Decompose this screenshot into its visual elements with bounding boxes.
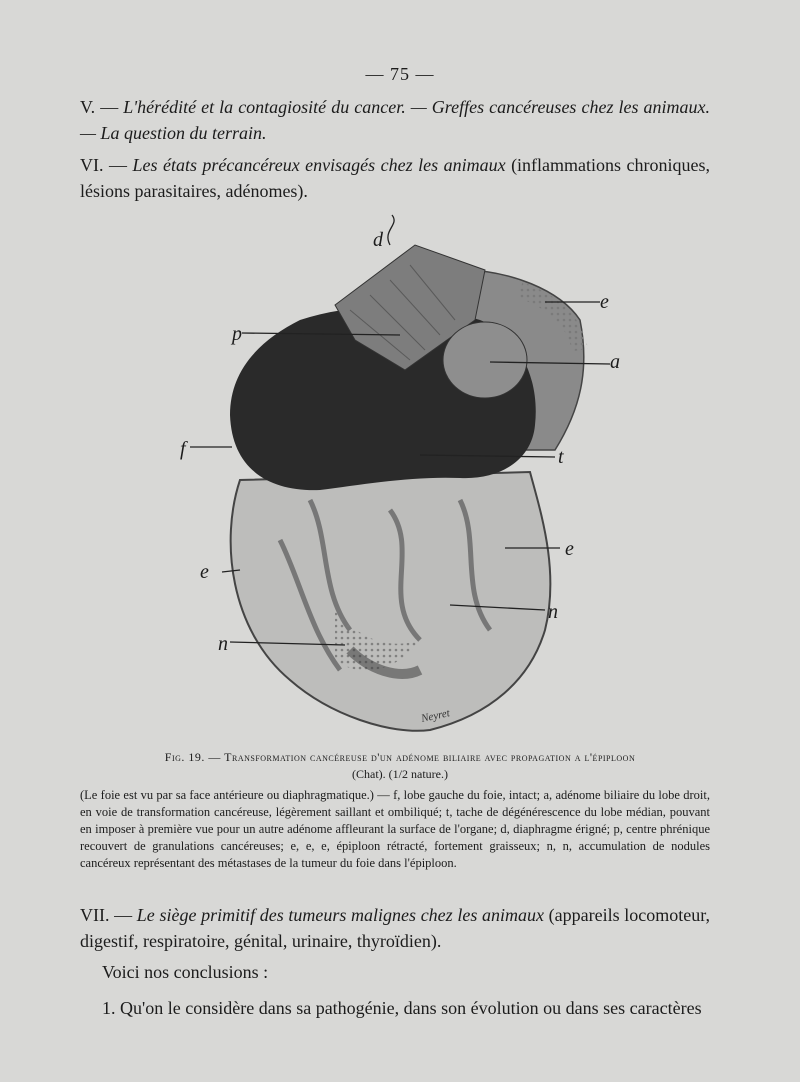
section-vii-rest: (appareils locomoteur, digestif, respiratoire, génital, urinaire, thyroïdien). [80,905,710,951]
label-n-right: n [548,601,558,623]
section-v-numeral: V. — [80,97,119,117]
section-v [80,94,710,146]
section-v-title: L'hérédité et la contagiosité du cancer. — Greffes cancéreuses chez les animaux. — La question du terrain. [80,97,711,143]
label-e-top: e [600,291,609,313]
section-vii-title: Le siège primitif des tumeurs malignes chez les animaux [136,905,544,925]
section-vi [80,152,710,204]
page-number: — 75 — [365,64,435,84]
label-e-right: e [565,538,574,560]
figure-caption-sub: (Chat). (1/2 nature.) [352,767,448,781]
label-p: p [232,323,242,345]
adenoma-nodule [443,322,527,398]
section-vii [80,902,710,954]
section-vi-title: Les états précancéreux envisagés chez les animaux [132,155,506,175]
label-n-left: n [218,633,228,655]
figure-legend: (Le foie est vu par sa face antérieure ou diaphragmatique.) — f, lobe gauche du foie, intact; a, adénome biliaire du lobe droit, en voie de transformation cancéreuse, légèrement saillant et ombiliqué; t, tache de dégénérescence du lobe médian, pouvant en imposer à première vue pour un autre adénome affleurant la surface de l'organe; d, diaphragme érigné; p, centre phrénique recouvert de granulations cancéreuses; e, e, e, épiploon rétracté, fortement graisseux; n, n, accumulation de nodules cancéreux représentant des métastases de la tumeur du foie dans l'épiploon. [80,788,710,870]
conclusion-1: 1. Qu'on le considère dans sa pathogénie, dans son évolution ou dans ses caractères [102,998,702,1018]
label-e-left: e [200,561,209,583]
label-f: f [180,438,186,460]
label-d: d [373,229,383,251]
label-t: t [558,446,564,468]
illustrator-signature: Neyret [420,707,451,725]
liver-illustration [160,210,640,740]
section-vi-rest: (inflammations chroniques, lésions parasitaires, adénomes). [80,155,710,201]
conclusions-intro: Voici nos conclusions : [102,962,269,982]
figure-caption-title: Fig. 19. — Transformation cancéreuse d'un adénome biliaire avec propagation a l'épiploon [164,750,636,764]
omentum-shape [231,472,551,731]
section-vi-numeral: VI. — [80,155,127,175]
section-vii-numeral: VII. — [80,905,133,925]
label-a: a [610,351,620,373]
